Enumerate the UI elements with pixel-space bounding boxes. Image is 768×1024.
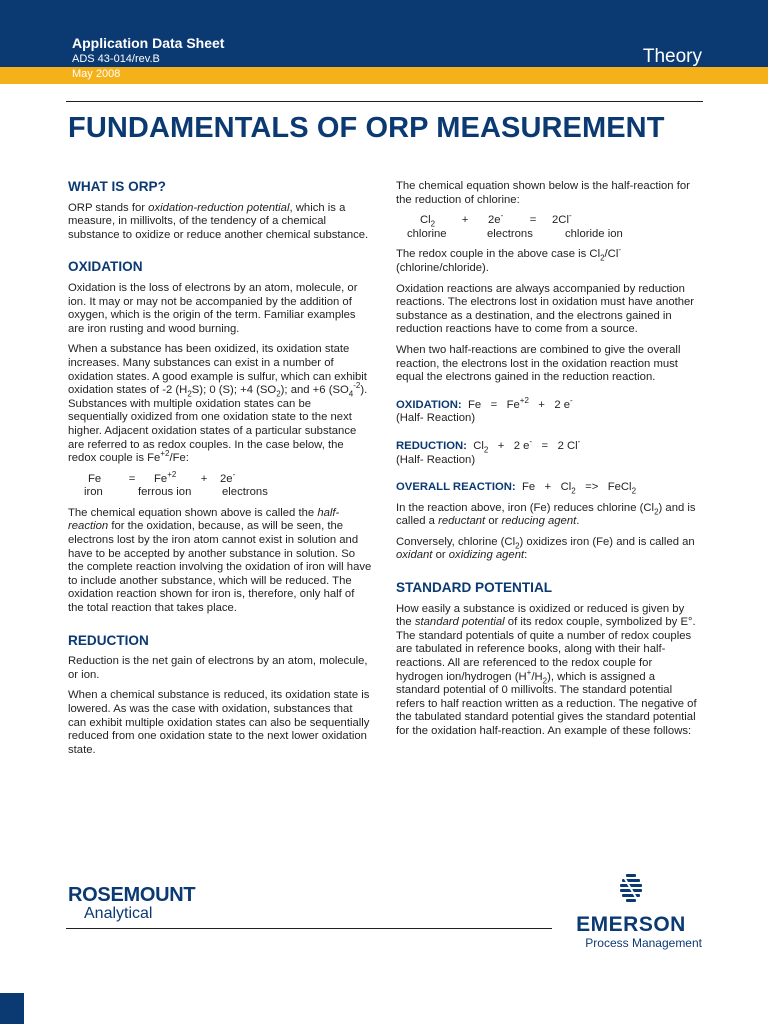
paragraph-half-reaction: The chemical equation shown above is called the half-reaction for the oxidation, because, as will be seen, the electrons lost by the iron atom cannot exist in solution and have to be accepted by another substance in solution. So the complete reaction involving the oxidation of iron will have to include another substance, which will be reduced. The oxidation reaction shown for iron is, therefore, only half of the total reaction that takes place. [68,506,372,615]
right-column [396,180,700,746]
heading-what-is-orp: WHAT IS ORP? [68,179,166,194]
heading-oxidation: OXIDATION [68,259,143,275]
heading-reduction: REDUCTION [68,632,149,648]
oxidation-half-reaction: OXIDATION: $Fe = Fe^{+2} + 2$ e- (Half- Reaction) [396,395,573,425]
rosemount-logo: ROSEMOUNT Analytical [68,884,196,922]
paragraph-standard-potential: How easily a substance is oxidized or reduced is given by the standard potential of its redox couple, symbolized by E°. The standard potentials of quite a number of redox couples are tabulated in reference books, along with their half-reactions. All are referenced to the redox couple for hydrogen ion/hydrogen $(H^+/H_2)$, which is assigned a standard potential of 0 millivolts. The standard potential refers to half reaction written as a reduction. The negative of the tabulated standard potential gives the standard potential for the oxidation half-reaction. An example of these follows: [396,602,697,737]
equation-labels-row: iron ferrous ion electrons [84,486,268,499]
heading-standard-potential: STANDARD POTENTIAL [396,580,553,596]
paragraph-reduction-states: When a chemical substance is reduced, its oxidation state is lowered. As was the case with oxidation, substances that can exhibit multiple oxidation states can also be sequentially reduced from one oxidation state to the next lower oxidation state. [68,689,370,756]
paragraph-redox-couple: The redox couple in the above case is $Cl_2/Cl^-$ (chlorine/chloride). [396,245,622,274]
footer-divider [66,928,552,929]
equation-labels-row: chlorine electrons chloride ion [407,227,623,240]
paragraph-reduction-definition: Reduction is the net gain of electrons by an atom, molecule, or ion. [68,655,368,681]
paragraph-chlorine-intro: The chemical equation shown below is the half-reaction for the reduction of chlorine: [396,180,690,206]
reduction-half-reaction: REDUCTION: $Cl_2 + 2$ e- = 2 Cl- (Half- Reaction) [396,437,581,466]
equation-row: Fe = $Fe^{+2}$ + 2e- [88,469,236,485]
equation-chlorine-reduction [396,211,700,241]
paragraph-reductant: In the reaction above, iron (Fe) reduces chlorine $(Cl_2)$ and is called a reductant or reducing agent. [396,501,696,528]
left-column [68,180,372,764]
page-title: FUNDAMENTALS OF ORP MEASUREMENT [68,112,665,144]
header-title: Application Data Sheet [72,35,225,51]
paragraph-orp-definition: ORP stands for oxidation-reduction potential, which is a measure, in millivolts, of the tendency of a chemical substance to oxidize or reduce another chemical substance. [68,201,369,241]
paragraph-combined: When two half-reactions are combined to give the overall reaction, the electrons lost in the oxidation reaction must equal the electrons gained in the reduction reaction. [396,343,681,384]
overall-reaction: OVERALL REACTION: $Fe + Cl_2$ => FeCl$_2$ [396,481,637,496]
paragraph-oxidant: Conversely, chlorine $(Cl_2)$ oxidizes iron (Fe) and is called an oxidant or oxidizing agent: [396,535,695,562]
header-date: May 2008 [72,68,121,80]
paragraph-accompanied: Oxidation reactions are always accompanied by reduction reactions. The electrons lost in oxidation must have another substance as a destination, and the electrons gained in reduction reactions have to come from a source. [396,282,695,336]
top-divider [66,101,703,102]
emerson-logo: EMERSON Process Management [560,873,702,950]
header-section-label: Theory [642,46,702,67]
header-document-code: ADS 43-014/rev.B [72,53,160,65]
equation-iron-oxidation [68,469,372,500]
emerson-globe-icon [616,873,646,905]
equation-row: $Cl_2$ + 2e- = 2Cl- [420,211,572,229]
paragraph-oxidation-definition: Oxidation is the loss of electrons by an atom, molecule, or ion. It may or may not be accompanied by the addition of oxygen, which is the origin of the term. Familiar examples are iron rusting and wood burning. [68,281,358,335]
paragraph-oxidation-states: When a substance has been oxidized, its oxidation state increases. Many substances can exist in a number of oxidation states. A good example is sulfur, which can exhibit oxidation states of -2 $(H_2S)$; 0 (S); +4 $(SO_2)$; and +6 $(SO_4^{-2})$. Substances with multiple oxidation states can be sequentially oxidized from one oxidation state to the next higher. Adjacent oxidation states of a particular substance are referred to as redox couples. In the case below, the redox couple is $Fe^{+2}/Fe$: [68,343,368,465]
corner-accent [0,993,24,1024]
